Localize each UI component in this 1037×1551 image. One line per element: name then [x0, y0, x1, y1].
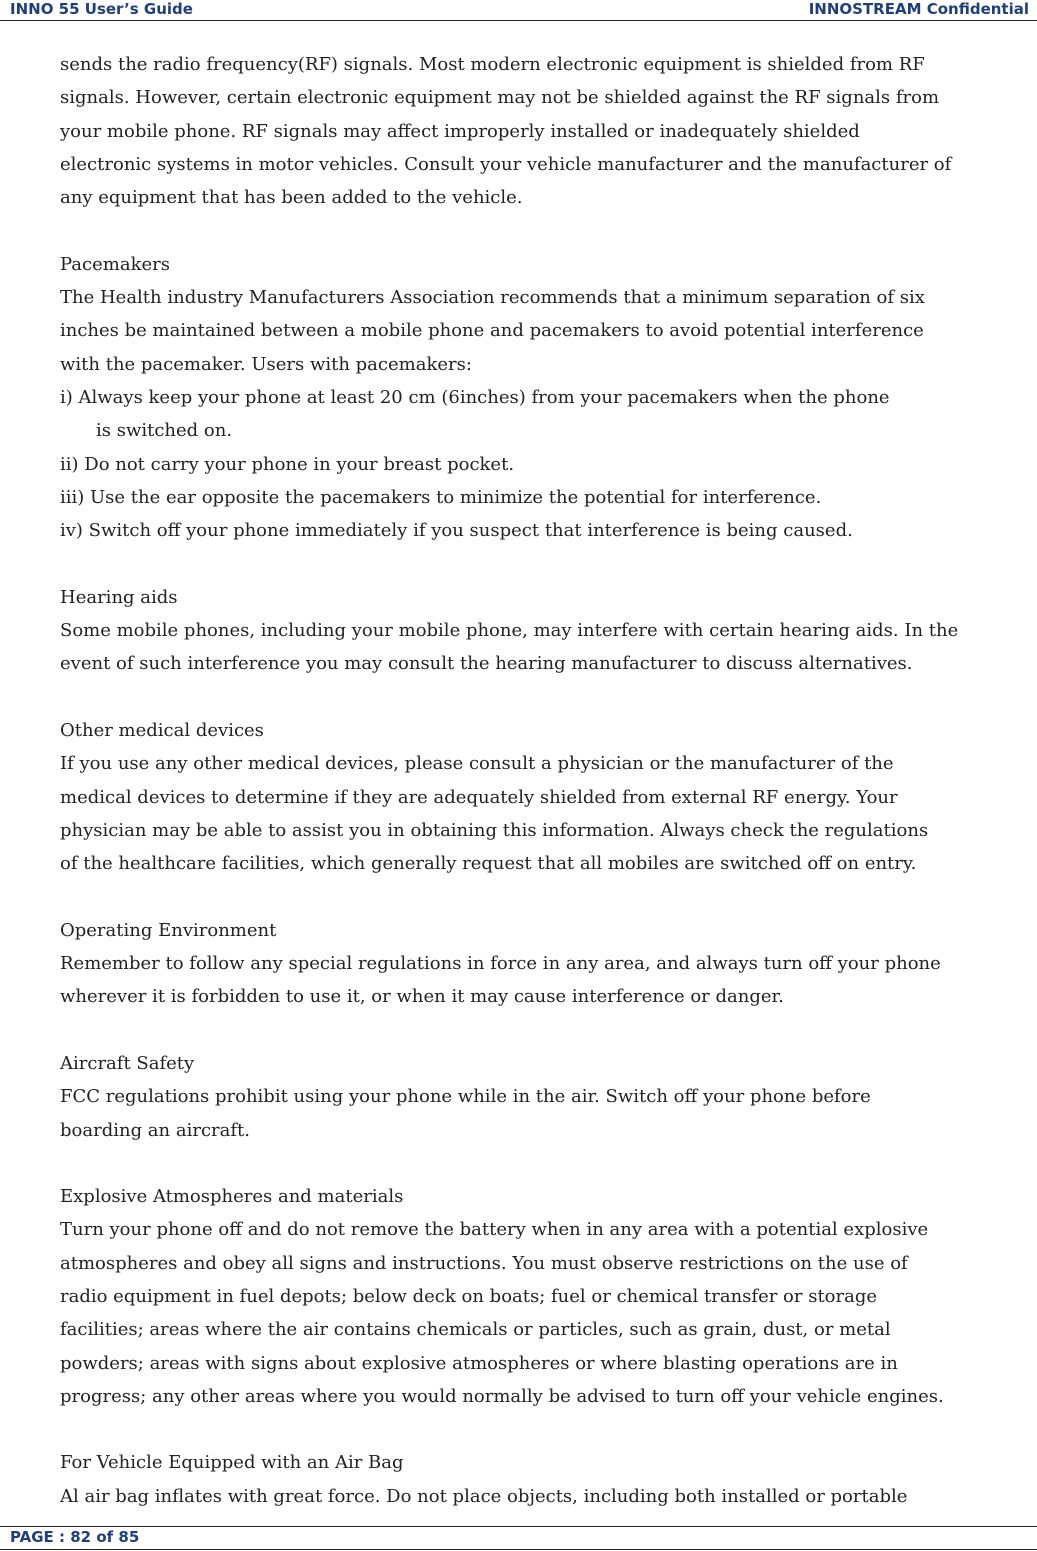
- text-line: If you use any other medical devices, please consult a physician or the manufacturer of the: [60, 753, 894, 775]
- text-line: inches be maintained between a mobile phone and pacemakers to avoid potential interference: [60, 320, 924, 342]
- page-number: PAGE : 82 of 85: [10, 1528, 140, 1546]
- text-line: Remember to follow any special regulations in force in any area, and always turn off your phone: [60, 953, 941, 975]
- document-body: [60, 48, 1035, 1513]
- text-line: your mobile phone. RF signals may affect improperly installed or inadequately shielded: [60, 120, 860, 142]
- text-line: atmospheres and obey all signs and instructions. You must observe restrictions on the use of: [60, 1252, 908, 1274]
- text-line: Some mobile phones, including your mobile phone, may interfere with certain hearing aids. In the: [60, 620, 959, 642]
- text-line: Turn your phone off and do not remove the battery when in any area with a potential explosive: [60, 1219, 929, 1241]
- text-line: event of such interference you may consult the hearing manufacturer to discuss alternatives.: [60, 653, 913, 675]
- text-line: ii) Do not carry your phone in your breast pocket.: [60, 453, 515, 475]
- section-heading-explosive: Explosive Atmospheres and materials: [60, 1186, 404, 1208]
- text-line: iv) Switch off your phone immediately if you suspect that interference is being caused.: [60, 520, 853, 542]
- page-header: [0, 0, 1037, 21]
- text-line: FCC regulations prohibit using your phone while in the air. Switch off your phone before: [60, 1086, 871, 1108]
- text-line: signals. However, certain electronic equipment may not be shielded against the RF signals from: [60, 87, 940, 109]
- text-line: progress; any other areas where you would normally be advised to turn off your vehicle engines.: [60, 1385, 944, 1407]
- text-line: The Health industry Manufacturers Association recommends that a minimum separation of six: [60, 287, 925, 309]
- text-line: is switched on.: [96, 420, 233, 442]
- text-line: with the pacemaker. Users with pacemakers:: [60, 353, 472, 375]
- text-line: powders; areas with signs about explosive atmospheres or where blasting operations are in: [60, 1352, 898, 1374]
- section-heading-pacemakers: Pacemakers: [60, 253, 170, 275]
- text-line: i) Always keep your phone at least 20 cm (6inches) from your pacemakers when the phone: [60, 386, 890, 408]
- text-line: of the healthcare facilities, which generally request that all mobiles are switched off on entry.: [60, 853, 917, 875]
- text-line: Al air bag inflates with great force. Do not place objects, including both installed or portable: [60, 1485, 908, 1507]
- text-line: boarding an aircraft.: [60, 1119, 250, 1141]
- section-heading-aircraft-safety: Aircraft Safety: [60, 1052, 195, 1074]
- text-line: radio equipment in fuel depots; below deck on boats; fuel or chemical transfer or storage: [60, 1285, 878, 1307]
- header-title: INNO 55 User’s Guide: [10, 0, 193, 18]
- text-line: electronic systems in motor vehicles. Consult your vehicle manufacturer and the manufacturer of: [60, 153, 952, 175]
- text-line: any equipment that has been added to the vehicle.: [60, 187, 523, 209]
- text-line: physician may be able to assist you in obtaining this information. Always check the regulations: [60, 819, 929, 841]
- text-line: wherever it is forbidden to use it, or when it may cause interference or danger.: [60, 986, 784, 1008]
- text-line: facilities; areas where the air contains chemicals or particles, such as grain, dust, or metal: [60, 1319, 891, 1341]
- section-heading-other-medical: Other medical devices: [60, 719, 264, 741]
- text-line: iii) Use the ear opposite the pacemakers to minimize the potential for interference.: [60, 486, 822, 508]
- section-heading-air-bag: For Vehicle Equipped with an Air Bag: [60, 1452, 404, 1474]
- text-line: medical devices to determine if they are adequately shielded from external RF energy. Your: [60, 786, 898, 808]
- section-heading-hearing-aids: Hearing aids: [60, 586, 178, 608]
- section-heading-operating-environment: Operating Environment: [60, 919, 277, 941]
- header-confidential: INNOSTREAM Confidential: [808, 0, 1029, 18]
- text-line: sends the radio frequency(RF) signals. Most modern electronic equipment is shielded from RF: [60, 54, 925, 75]
- page-footer: [0, 1526, 1037, 1550]
